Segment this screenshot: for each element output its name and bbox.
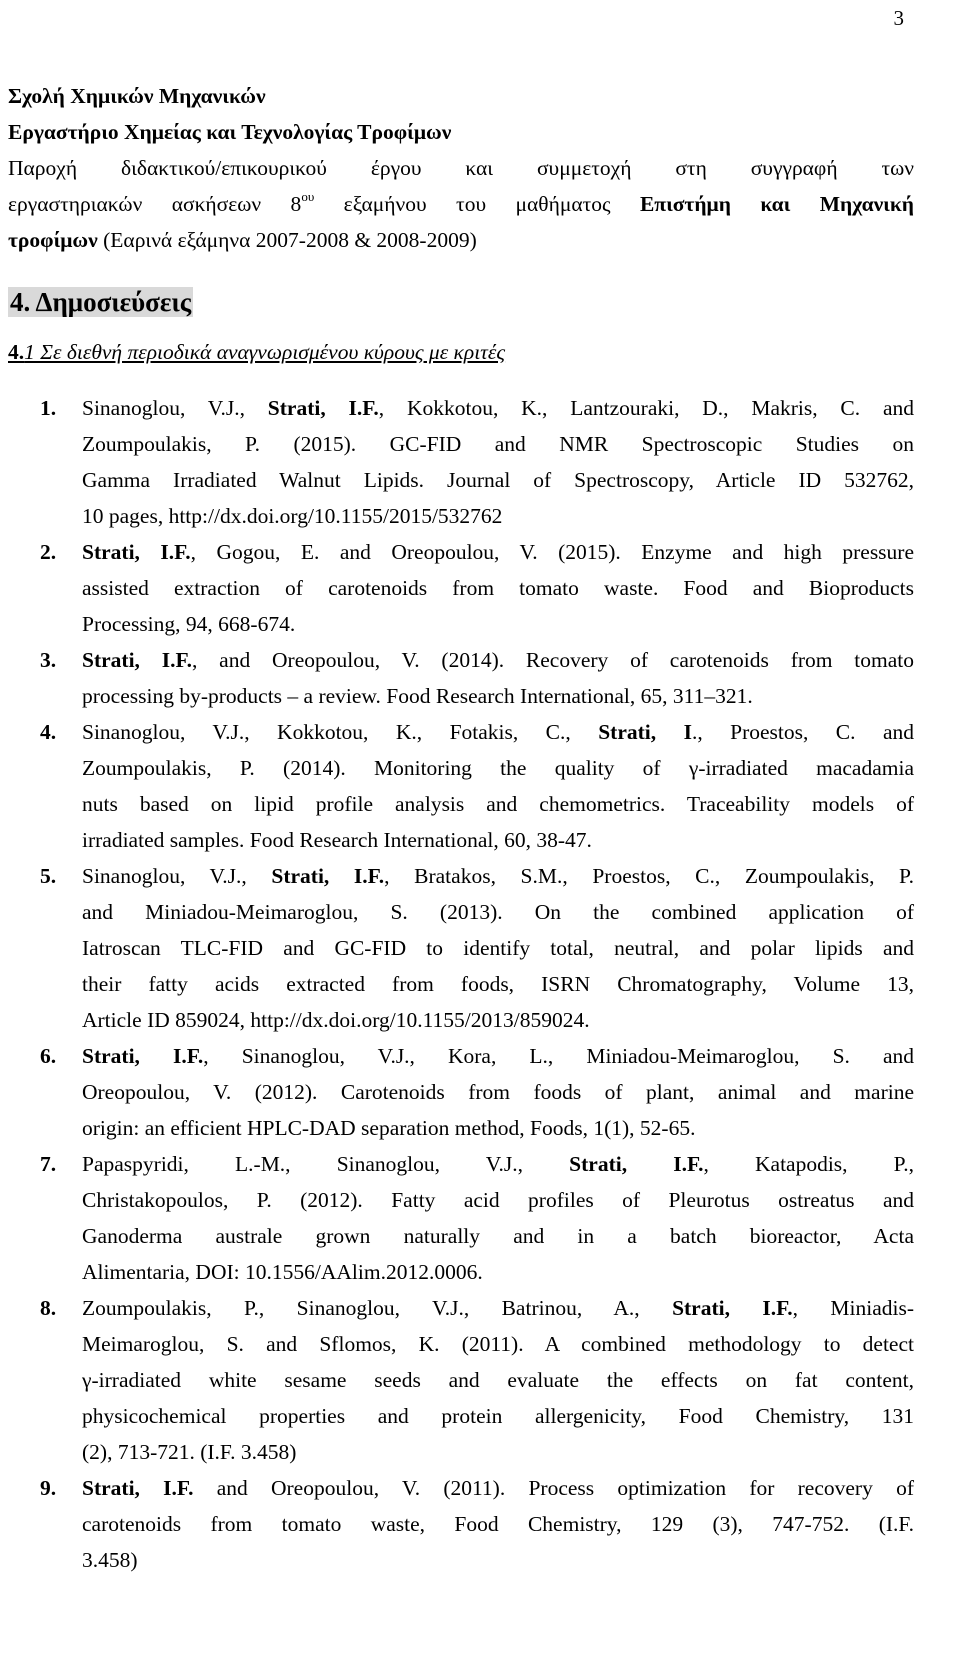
document-body: [8, 78, 914, 1578]
citation-text: , Kokkotou, K., Lantzouraki, D., Makris, C. and: [378, 396, 914, 420]
publication-number: 4.: [40, 720, 57, 744]
author-highlight: Strati, I.F.: [82, 1476, 194, 1500]
citation-text: and Miniadou-Meimaroglou, S. (2013). On the combined application of: [82, 900, 914, 924]
citation-text: , Sinanoglou, V.J., Kora, L., Miniadou-Meimaroglou, S. and: [203, 1044, 915, 1068]
citation-text: 3.458): [82, 1548, 138, 1572]
citation-text: Sinanoglou, V.J., Kokkotou, K., Fotakis, C.,: [82, 720, 599, 744]
publication-number: 9.: [40, 1476, 57, 1500]
citation-text: and Oreopoulou, V. (2011). Process optimization for recovery of: [193, 1476, 914, 1500]
section-heading: 4. Δημοσιεύσεις: [10, 287, 192, 317]
publication-line: [82, 1038, 914, 1074]
publication-item: [8, 1038, 914, 1146]
citation-text: ., Proestos, C. and: [691, 720, 914, 744]
publication-line: [82, 1146, 914, 1182]
citation-text: Gamma Irradiated Walnut Lipids. Journal of Spectroscopy, Article ID 532762,: [82, 468, 914, 492]
publication-line: [82, 1506, 914, 1542]
publication-line: [82, 1110, 914, 1146]
publication-line: [82, 1074, 914, 1110]
citation-text: Sinanoglou, V.J.,: [82, 864, 272, 888]
citation-text: Christakopoulos, P. (2012). Fatty acid profiles of Pleurotus ostreatus and: [82, 1188, 914, 1212]
author-highlight: Strati, I.F.: [82, 648, 192, 672]
subsection-heading: 4.1 Σε διεθνή περιοδικά αναγνωρισμένου κύρους με κριτές: [8, 340, 506, 364]
citation-text: Alimentaria, DOI: 10.1556/AAlim.2012.0006.: [82, 1260, 483, 1284]
publication-number: 3.: [40, 648, 57, 672]
publication-line: [82, 498, 914, 534]
publication-number: 7.: [40, 1152, 57, 1176]
citation-text: irradiated samples. Food Research International, 60, 38-47.: [82, 828, 592, 852]
publication-item: [8, 714, 914, 858]
publication-list: [8, 390, 914, 1578]
teaching-paragraph-line: Παροχή διδακτικού/επικουρικού έργου και συμμετοχή στη συγγραφή των: [8, 156, 914, 180]
publication-item: [8, 1470, 914, 1578]
citation-text: physicochemical properties and protein allergenicity, Food Chemistry, 131: [82, 1404, 914, 1428]
publication-number: 2.: [40, 540, 57, 564]
teaching-paragraph-line: εργαστηριακών ασκήσεων $8^{o\upsilon}$ εξαμήνου του μαθήματος Επιστήμη και Μηχανική: [8, 189, 914, 216]
citation-text: assisted extraction of carotenoids from tomato waste. Food and Bioproducts: [82, 576, 914, 600]
citation-text: Papaspyridi, L.-M., Sinanoglou, V.J.,: [82, 1152, 570, 1176]
citation-text: , Bratakos, S.M., Proestos, C., Zoumpoulakis, P.: [384, 864, 914, 888]
publication-item: [8, 390, 914, 534]
publication-line: [82, 894, 914, 930]
citation-text: processing by-products – a review. Food Research International, 65, 311–321.: [82, 684, 753, 708]
author-highlight: Strati, I: [598, 720, 692, 744]
publication-item: [8, 1146, 914, 1290]
citation-text: Iatroscan TLC-FID and GC-FID to identify total, neutral, and polar lipids and: [82, 936, 914, 960]
publication-line: [82, 1542, 914, 1578]
citation-text: origin: an efficient HPLC-DAD separation method, Foods, 1(1), 52-65.: [82, 1116, 696, 1140]
page-number: 3: [893, 6, 904, 30]
publication-line: [82, 426, 914, 462]
publication-item: [8, 642, 914, 714]
publication-line: [82, 534, 914, 570]
publication-line: [82, 750, 914, 786]
citation-text: Processing, 94, 668-674.: [82, 612, 296, 636]
citation-text: , Katapodis, P.,: [703, 1152, 915, 1176]
publication-line: [82, 930, 914, 966]
publication-line: [82, 1218, 914, 1254]
publication-number: 1.: [40, 396, 57, 420]
publication-line: [82, 714, 914, 750]
citation-text: 10 pages, http://dx.doi.org/10.1155/2015/532762: [82, 504, 503, 528]
publication-line: [82, 1470, 914, 1506]
citation-text: Meimaroglou, S. and Sflomos, K. (2011). A combined methodology to detect: [82, 1332, 914, 1356]
publication-line: [82, 966, 914, 1002]
school-name: Σχολή Χημικών Μηχανικών: [8, 84, 266, 108]
publication-line: [82, 1290, 914, 1326]
citation-text: Zoumpoulakis, P., Sinanoglou, V.J., Batrinou, A.,: [82, 1296, 673, 1320]
citation-text: nuts based on lipid profile analysis and chemometrics. Traceability models of: [82, 792, 914, 816]
citation-text: their fatty acids extracted from foods, ISRN Chromatography, Volume 13,: [82, 972, 914, 996]
publication-line: [82, 1182, 914, 1218]
citation-text: Zoumpoulakis, P. (2015). GC-FID and NMR Spectroscopic Studies on: [82, 432, 914, 456]
citation-text: Sinanoglou, V.J.,: [82, 396, 268, 420]
citation-text: Ganoderma australe grown naturally and in a batch bioreactor, Acta: [82, 1224, 914, 1248]
publication-line: [82, 570, 914, 606]
lab-name: Εργαστήριο Χημείας και Τεχνολογίας Τροφίμων: [8, 120, 452, 144]
citation-text: carotenoids from tomato waste, Food Chemistry, 129 (3), 747-752. (I.F.: [82, 1512, 914, 1536]
publication-line: [82, 1002, 914, 1038]
author-highlight: Strati, I.F.: [267, 396, 379, 420]
author-highlight: Strati, I.F.: [82, 1044, 204, 1068]
publication-item: [8, 858, 914, 1038]
publication-line: [82, 1326, 914, 1362]
publication-line: [82, 1254, 914, 1290]
publication-line: [82, 462, 914, 498]
publication-line: [82, 858, 914, 894]
citation-text: , Gogou, E. and Oreopoulou, V. (2015). Enzyme and high pressure: [190, 540, 915, 564]
publication-item: [8, 534, 914, 642]
publication-number: 6.: [40, 1044, 57, 1068]
publication-line: [82, 642, 914, 678]
publication-line: [82, 1398, 914, 1434]
publication-line: [82, 1434, 914, 1470]
author-highlight: Strati, I.F.: [271, 864, 385, 888]
publication-number: 5.: [40, 864, 57, 888]
citation-text: Zoumpoulakis, P. (2014). Monitoring the quality of γ-irradiated macadamia: [82, 756, 914, 780]
author-highlight: Strati, I.F.: [82, 540, 191, 564]
citation-text: , and Oreopoulou, V. (2014). Recovery of carotenoids from tomato: [192, 648, 914, 672]
teaching-paragraph-line: τροφίμων (Εαρινά εξάμηνα 2007-2008 & 2008-2009): [8, 228, 477, 252]
citation-text: γ-irradiated white sesame seeds and evaluate the effects on fat content,: [82, 1368, 914, 1392]
citation-text: (2), 713-721. (I.F. 3.458): [82, 1440, 297, 1464]
publication-number: 8.: [40, 1296, 57, 1320]
citation-text: Article ID 859024, http://dx.doi.org/10.1155/2013/859024.: [82, 1008, 590, 1032]
author-highlight: Strati, I.F.: [672, 1296, 793, 1320]
citation-text: Oreopoulou, V. (2012). Carotenoids from foods of plant, animal and marine: [82, 1080, 914, 1104]
publication-item: [8, 1290, 914, 1470]
publication-line: [82, 822, 914, 858]
publication-line: [82, 606, 914, 642]
author-highlight: Strati, I.F.: [569, 1152, 704, 1176]
publication-line: [82, 1362, 914, 1398]
publication-line: [82, 786, 914, 822]
publication-line: [82, 390, 914, 426]
publication-line: [82, 678, 914, 714]
citation-text: , Miniadis-: [792, 1296, 914, 1320]
